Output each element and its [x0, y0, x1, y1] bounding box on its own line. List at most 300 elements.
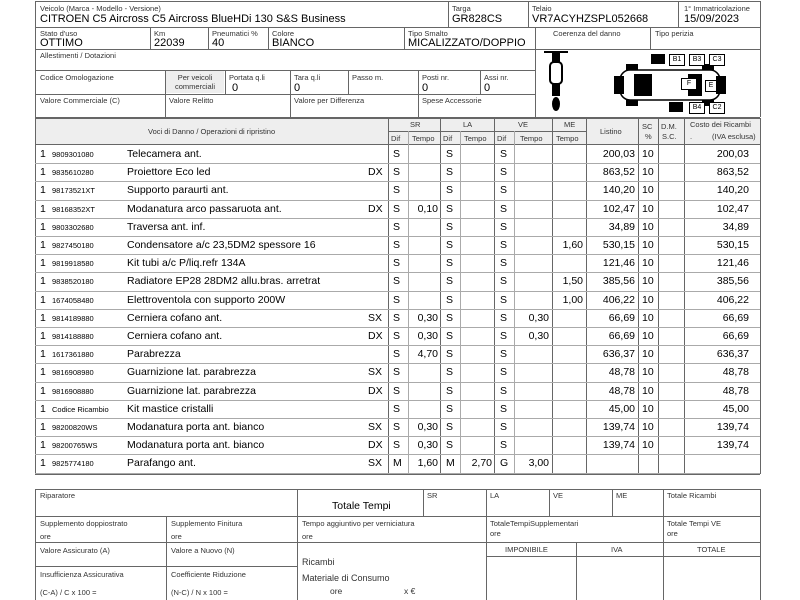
row-divider — [35, 272, 760, 273]
coeff-riduzione-label: Coefficiente Riduzione — [171, 570, 246, 579]
row-costo: 530,15 — [716, 239, 749, 251]
row-sc: 10 — [642, 220, 654, 233]
row-side: DX — [368, 439, 383, 452]
km-value: 22039 — [154, 37, 185, 49]
divider — [528, 1, 529, 27]
col-divider — [514, 131, 515, 474]
row-quantity: 1 — [40, 457, 46, 470]
row-code: 9825774180 — [52, 459, 94, 469]
row-ve-dif: G — [500, 457, 509, 470]
row-ve-tempo: 3,00 — [528, 457, 549, 470]
row-code: 9816908980 — [52, 368, 94, 378]
row-ve-dif: S — [500, 184, 508, 197]
row-sr-tempo: 4,70 — [417, 348, 438, 361]
divider — [150, 27, 151, 49]
telaio-value: VR7ACYHZSPL052668 — [532, 13, 649, 25]
footer-divider — [663, 489, 664, 600]
imponibile-label: IMPONIBILE — [505, 545, 548, 554]
row-side: SX — [368, 311, 383, 324]
row-listino: 34,89 — [608, 220, 635, 233]
divider — [165, 94, 166, 117]
row-sc: 10 — [642, 148, 654, 160]
row-listino: 66,69 — [608, 311, 635, 324]
header-row2-border — [35, 49, 760, 50]
header-row1-border — [35, 27, 760, 28]
divider — [225, 70, 226, 94]
row-sr-tempo: 0,30 — [417, 330, 438, 342]
footer-sr-label: SR — [427, 491, 438, 500]
row-description: Cerniera cofano ant. — [127, 330, 223, 342]
row-description: Modanatura porta ant. bianco — [127, 439, 265, 452]
row-divider — [35, 436, 760, 437]
stato-value: OTTIMO — [40, 37, 83, 49]
row-description: Parafango ant. — [127, 457, 196, 470]
row-sr-tempo: 0,30 — [417, 439, 438, 452]
row-description: Proiettore Eco led — [127, 166, 211, 179]
portata-value: 0 — [232, 82, 239, 94]
row-code: 9835610280 — [52, 168, 94, 178]
telaio-label: Telaio — [532, 4, 552, 13]
row-divider — [35, 382, 760, 383]
row-listino: 530,15 — [602, 239, 635, 251]
row-sr-dif: S — [393, 166, 401, 179]
row-divider — [35, 345, 760, 346]
totale-tempi-ve-label: Totale Tempi VE — [667, 519, 722, 528]
row-divider — [35, 400, 760, 401]
passo-label: Passo m. — [352, 73, 384, 82]
veicolo-value: CITROEN C5 Aircross C5 Aircross BlueHDi 130 S&S Business — [40, 13, 346, 25]
footer-me-label: ME — [616, 491, 628, 500]
header-top-border — [35, 1, 760, 2]
row-listino: 636,37 — [602, 348, 635, 361]
row-code: 9816908880 — [52, 386, 94, 396]
row-sr-dif: S — [393, 148, 401, 160]
row-quantity: 1 — [40, 330, 46, 342]
row-description: Kit tubi a/c P/liq.refr 134A — [127, 257, 246, 270]
row-listino: 66,69 — [608, 330, 635, 342]
row-costo: 66,69 — [722, 330, 749, 342]
col-dm-header: D.M. — [661, 122, 677, 131]
row-la-dif: S — [446, 402, 454, 415]
row-ve-dif: S — [500, 220, 508, 233]
divider — [418, 94, 419, 117]
row-listino: 140,20 — [602, 184, 635, 197]
xeuro-label: x € — [404, 586, 416, 596]
totale-tempi-suppl-label: TotaleTempiSupplementari — [490, 519, 579, 528]
row-costo: 48,78 — [722, 384, 749, 397]
row-costo: 102,47 — [716, 202, 749, 215]
row-costo: 45,00 — [722, 402, 749, 415]
valore-relitto-label: Valore Relitto — [169, 96, 214, 105]
divider — [290, 94, 291, 117]
footer-divider — [549, 489, 550, 516]
tara-value: 0 — [294, 82, 301, 94]
row-me-tempo: 1,60 — [562, 239, 583, 251]
col-dif-header: Dif — [497, 134, 507, 143]
row-ve-dif: S — [500, 348, 508, 361]
row-ve-dif: S — [500, 366, 508, 379]
row-costo: 48,78 — [722, 366, 749, 379]
col-dot-header: . — [690, 132, 693, 141]
tempo-aggiuntivo-label: Tempo aggiuntivo per verniciatura — [302, 519, 415, 528]
row-side: DX — [368, 202, 383, 215]
km-label: Km — [154, 29, 166, 38]
row-ve-dif: S — [500, 257, 508, 270]
row-code: 9803302680 — [52, 222, 94, 232]
formula-n-label: (N-C) / N x 100 = — [171, 588, 228, 597]
row-sc: 10 — [642, 166, 654, 179]
row-sr-dif: S — [393, 293, 401, 306]
row-sc: 10 — [642, 293, 654, 306]
allestimenti-label: Allestimenti / Dotazioni — [40, 51, 116, 60]
col-divider — [440, 118, 441, 474]
row-ve-dif: S — [500, 239, 508, 251]
row-code: 98173521XT — [52, 186, 95, 196]
row-costo: 34,89 — [722, 220, 749, 233]
col-me-header: ME — [564, 120, 576, 129]
col-sc-pct-header: % — [645, 132, 652, 141]
row-code: 1674058480 — [52, 295, 94, 305]
valore-differenza-label: Valore per Differenza — [294, 96, 365, 105]
row-sr-dif: S — [393, 439, 401, 452]
row-la-dif: S — [446, 239, 454, 251]
row-code: 9827450180 — [52, 241, 94, 250]
row-code: 1617361880 — [52, 350, 94, 360]
table-bottom-border — [35, 474, 760, 475]
part-box-filled — [651, 54, 665, 64]
row-quantity: 1 — [40, 311, 46, 324]
row-description: Traversa ant. inf. — [127, 220, 206, 233]
posti-value: 0 — [422, 82, 429, 94]
row-side: DX — [368, 384, 383, 397]
footer-row2-border — [35, 542, 760, 543]
row-description: Supporto paraurti ant. — [127, 184, 229, 197]
row-la-dif: S — [446, 421, 454, 433]
row-divider — [35, 236, 760, 237]
col-divider — [388, 118, 389, 474]
row-sr-dif: S — [393, 402, 401, 415]
row-side: DX — [368, 330, 383, 342]
row-listino: 200,03 — [602, 148, 635, 160]
row-costo: 385,56 — [716, 275, 749, 288]
row-divider — [35, 327, 760, 328]
row-listino: 48,78 — [608, 384, 635, 397]
totale-label: TOTALE — [697, 545, 726, 554]
row-divider — [35, 309, 760, 310]
row-la-dif: S — [446, 220, 454, 233]
row-quantity: 1 — [40, 293, 46, 306]
row-listino: 121,46 — [602, 257, 635, 270]
col-tempo-header: Tempo — [556, 134, 579, 143]
row-quantity: 1 — [40, 257, 46, 270]
row-sc: 10 — [642, 275, 654, 288]
row-code: 9819918580 — [52, 259, 94, 269]
targa-value: GR828CS — [452, 13, 503, 25]
row-listino: 139,74 — [602, 439, 635, 452]
row-side: SX — [368, 457, 383, 470]
spese-label: Spese Accessorie — [422, 96, 482, 105]
row-costo: 66,69 — [722, 311, 749, 324]
targa-label: Targa — [452, 4, 471, 13]
row-la-dif: S — [446, 384, 454, 397]
footer-ve-label: VE — [553, 491, 564, 500]
per-veicoli-label: Per veicoli commerciali — [174, 73, 215, 91]
assi-label: Assi nr. — [484, 73, 509, 82]
row-quantity: 1 — [40, 220, 46, 233]
part-box-f: F — [681, 78, 697, 90]
row-ve-tempo: 0,30 — [528, 311, 549, 324]
row-costo: 406,22 — [716, 293, 749, 306]
ore-label: ore — [490, 529, 501, 538]
row-sr-dif: S — [393, 202, 401, 215]
row-costo: 863,52 — [716, 166, 749, 179]
row-costo: 121,46 — [716, 257, 749, 270]
row-costo: 139,74 — [716, 421, 749, 433]
row-ve-dif: S — [500, 293, 508, 306]
divider — [208, 27, 209, 49]
row-la-dif: S — [446, 202, 454, 215]
row-code: Codice Ricambio — [52, 404, 109, 414]
divider — [268, 27, 269, 49]
divider — [650, 27, 651, 49]
row-description: Guarnizione lat. parabrezza — [127, 366, 256, 379]
table-left-border — [35, 118, 36, 474]
row-la-dif: S — [446, 166, 454, 179]
immatricolazione-label: 1° Immatricolazione — [684, 4, 750, 13]
row-description: Modanatura porta ant. bianco — [127, 421, 265, 433]
footer-divider — [576, 542, 577, 600]
iva-label: IVA — [611, 545, 623, 554]
col-voci-header: Voci di Danno / Operazioni di ripristino — [148, 127, 276, 136]
row-description: Kit mastice cristalli — [127, 402, 214, 415]
col-tempo-header: Tempo — [412, 134, 435, 143]
row-divider — [35, 181, 760, 182]
smalto-value: MICALIZZATO/DOPPIO — [408, 37, 526, 49]
perizia-label: Tipo perizia — [655, 29, 694, 38]
veicolo-label: Veicolo (Marca - Modello - Versione) — [40, 4, 161, 13]
row-sr-tempo: 0,10 — [417, 202, 438, 215]
row-divider — [35, 363, 760, 364]
footer-row3b-border — [486, 556, 760, 557]
row-divider — [35, 454, 760, 455]
row-sr-dif: S — [393, 330, 401, 342]
row-sr-tempo: 0,30 — [417, 311, 438, 324]
row-listino: 102,47 — [602, 202, 635, 215]
part-box-c3: C3 — [709, 54, 725, 66]
row-description: Condensatore a/c 23,5DM2 spessore 16 — [127, 239, 316, 251]
row-divider — [35, 218, 760, 219]
row-quantity: 1 — [40, 166, 46, 179]
row-sc: 10 — [642, 257, 654, 270]
row-side: SX — [368, 366, 383, 379]
immatricolazione-value: 15/09/2023 — [684, 13, 740, 25]
row-la-dif: S — [446, 275, 454, 288]
row-quantity: 1 — [40, 239, 46, 251]
row-sr-dif: S — [393, 366, 401, 379]
motorcycle-icon — [538, 46, 574, 114]
valore-assicurato-label: Valore Assicurato (A) — [40, 546, 110, 555]
row-ve-dif: S — [500, 311, 508, 324]
col-tempo-header: Tempo — [520, 134, 543, 143]
row-description: Modanatura arco passaruota ant. — [127, 202, 282, 215]
row-la-dif: S — [446, 311, 454, 324]
row-sr-dif: S — [393, 220, 401, 233]
row-sc: 10 — [642, 239, 654, 251]
footer-la-label: LA — [490, 491, 500, 500]
row-sr-dif: S — [393, 239, 401, 251]
row-quantity: 1 — [40, 439, 46, 452]
row-sr-dif: S — [393, 348, 401, 361]
row-sc: 10 — [642, 384, 654, 397]
col-dif-header: Dif — [443, 134, 453, 143]
row-code: 98200820WS — [52, 423, 98, 432]
table-right-border — [760, 118, 761, 474]
valore-nuovo-label: Valore a Nuovo (N) — [171, 546, 235, 555]
row-la-dif: S — [446, 439, 454, 452]
row-quantity: 1 — [40, 348, 46, 361]
colore-label: Colore — [272, 29, 295, 38]
divider — [290, 70, 291, 94]
row-code: 9838520180 — [52, 277, 94, 287]
divider — [418, 70, 419, 94]
portata-label: Portata q.li — [229, 73, 265, 82]
row-sc: 10 — [642, 421, 654, 433]
row-costo: 140,20 — [716, 184, 749, 197]
posti-label: Posti nr. — [422, 73, 450, 82]
row-listino: 45,00 — [608, 402, 635, 415]
row-ve-dif: S — [500, 402, 508, 415]
pneumatici-label: Pneumatici % — [212, 29, 258, 38]
row-sr-dif: M — [393, 457, 402, 470]
row-divider — [35, 200, 760, 201]
row-description: Parabrezza — [127, 348, 181, 361]
divider — [404, 27, 405, 49]
header-row4-border — [35, 94, 535, 95]
tara-label: Tara q.li — [294, 73, 321, 82]
col-la-header: LA — [463, 120, 473, 129]
row-sr-dif: S — [393, 184, 401, 197]
row-la-dif: S — [446, 366, 454, 379]
row-la-dif: M — [446, 457, 455, 470]
row-code: 9814188880 — [52, 332, 94, 341]
assi-value: 0 — [484, 82, 491, 94]
row-side: SX — [368, 421, 383, 433]
smalto-label: Tipo Smalto — [408, 29, 448, 38]
divider — [448, 1, 449, 27]
row-la-dif: S — [446, 257, 454, 270]
row-divider — [35, 254, 760, 255]
footer-row1-border — [35, 516, 760, 517]
row-code: 9814189880 — [52, 313, 94, 323]
col-iva-header: (IVA esclusa) — [712, 132, 756, 141]
divider — [348, 70, 349, 94]
col-divider — [658, 118, 659, 474]
row-costo: 636,37 — [716, 348, 749, 361]
row-description: Telecamera ant. — [127, 148, 202, 160]
row-sc: 10 — [642, 439, 654, 452]
divider — [535, 27, 536, 117]
row-sc: 10 — [642, 330, 654, 342]
row-ve-dif: S — [500, 148, 508, 160]
row-ve-dif: S — [500, 166, 508, 179]
row-divider — [35, 418, 760, 419]
footer-divider — [297, 489, 298, 600]
row-sc: 10 — [642, 366, 654, 379]
row-description: Cerniera cofano ant. — [127, 311, 223, 324]
row-la-dif: S — [446, 293, 454, 306]
row-costo: 139,74 — [716, 439, 749, 452]
row-sr-dif: S — [393, 311, 401, 324]
col-sc2-header: S.C. — [662, 132, 677, 141]
row-ve-dif: S — [500, 202, 508, 215]
footer-top-border — [35, 489, 760, 490]
row-sr-dif: S — [393, 421, 401, 433]
row-la-dif: S — [446, 148, 454, 160]
part-box-b1: B1 — [669, 54, 685, 66]
row-sr-tempo: 0,30 — [417, 421, 438, 433]
footer-right-border — [760, 489, 761, 600]
row-quantity: 1 — [40, 202, 46, 215]
row-listino: 48,78 — [608, 366, 635, 379]
footer-divider — [612, 489, 613, 516]
row-costo: 200,03 — [716, 148, 749, 160]
riparatore-label: Riparatore — [40, 491, 76, 500]
row-quantity: 1 — [40, 421, 46, 433]
row-divider — [35, 163, 760, 164]
row-sr-dif: S — [393, 384, 401, 397]
col-sc-header: SC — [642, 122, 653, 131]
row-me-tempo: 1,50 — [562, 275, 583, 288]
row-listino: 139,74 — [602, 421, 635, 433]
row-sr-dif: S — [393, 275, 401, 288]
omologazione-label: Codice Omologazione — [40, 73, 114, 82]
row-ve-dif: S — [500, 275, 508, 288]
part-box-e: E — [705, 80, 717, 92]
valore-commerciale-label: Valore Commerciale (C) — [40, 96, 120, 105]
part-box-filled — [669, 102, 683, 112]
row-listino: 406,22 — [602, 293, 635, 306]
row-description: Radiatore EP28 28DM2 allu.bras. arretrat — [127, 275, 321, 288]
row-sc: 10 — [642, 184, 654, 197]
materiale-consumo-label: Materiale di Consumo — [302, 573, 390, 583]
row-description: Guarnizione lat. parabrezza — [127, 384, 256, 397]
col-ve-header: VE — [518, 120, 529, 129]
row-sc: 10 — [642, 348, 654, 361]
formula-c-label: (C-A) / C x 100 = — [40, 588, 97, 597]
divider — [678, 1, 679, 27]
table-top-border — [35, 118, 760, 119]
header-row3-border — [35, 70, 535, 71]
insufficienza-label: Insufficienza Assicurativa — [40, 570, 124, 579]
row-ve-dif: S — [500, 421, 508, 433]
suppl-doppiostrato-label: Supplemento doppiostrato — [40, 519, 128, 528]
row-sr-tempo: 1,60 — [417, 457, 438, 470]
col-listino-header: Listino — [600, 127, 622, 136]
ore-label: ore — [302, 532, 313, 541]
row-quantity: 1 — [40, 148, 46, 160]
row-description: Elettroventola con supporto 200W — [127, 293, 286, 306]
row-quantity: 1 — [40, 384, 46, 397]
suppl-finitura-label: Supplemento Finitura — [171, 519, 243, 528]
ore-label: ore — [667, 529, 678, 538]
divider — [480, 70, 481, 94]
part-box-b4: B4 — [689, 102, 705, 114]
row-la-dif: S — [446, 330, 454, 342]
ricambi-label: Ricambi — [302, 557, 335, 567]
row-listino: 385,56 — [602, 275, 635, 288]
row-quantity: 1 — [40, 184, 46, 197]
pneumatici-value: 40 — [212, 37, 225, 49]
